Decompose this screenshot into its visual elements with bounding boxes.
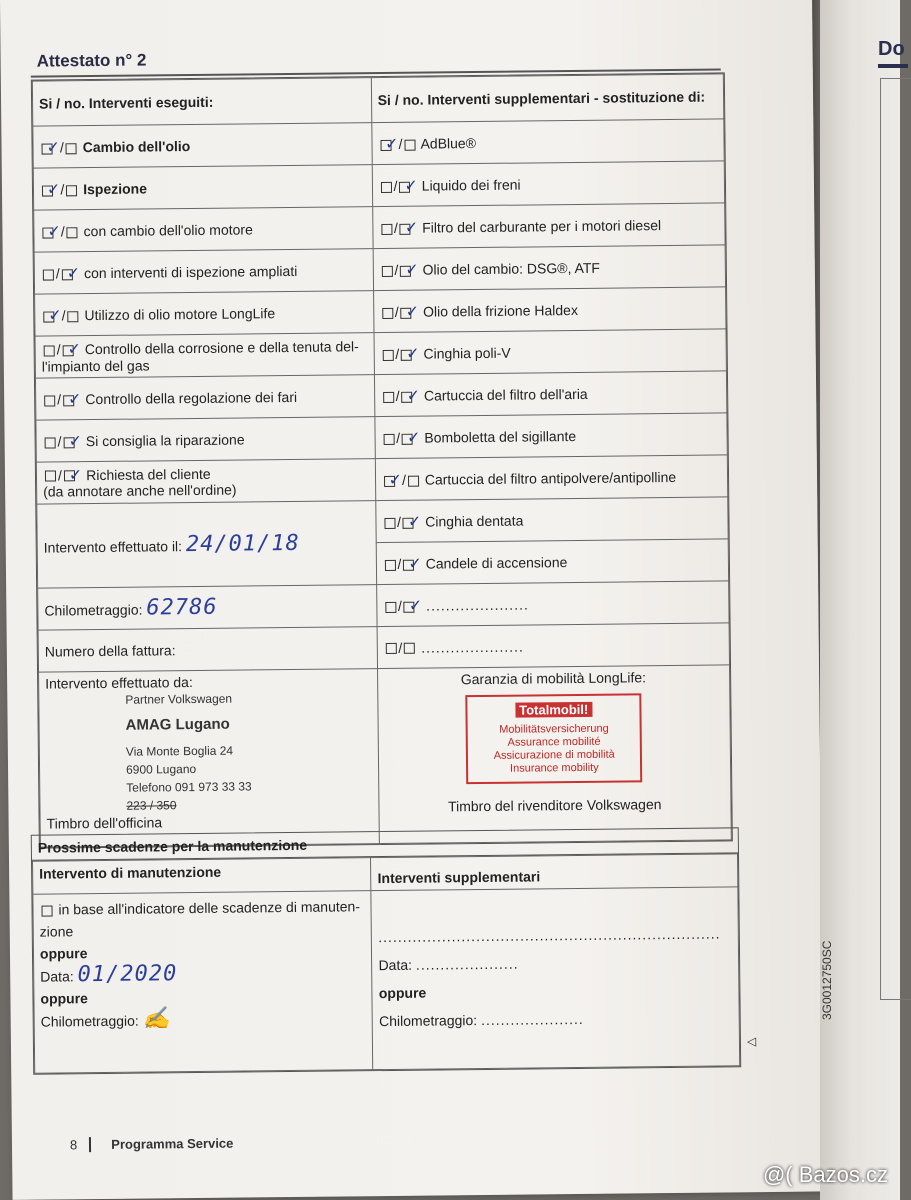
extras-dotted-line: ...................................................................... (378, 925, 721, 946)
checkbox-no (67, 227, 78, 238)
left-item-label: Richiesta del cliente (da annotare anche nell'ordine) (43, 465, 237, 500)
checkmark-icon: ✓ (408, 553, 422, 573)
service-table (32, 73, 732, 847)
left-item-label: Ispezione (83, 180, 148, 198)
checkbox-yes (385, 643, 396, 654)
left-item: ✓/ con cambio dell'olio motore (34, 207, 373, 253)
invoice-label: Numero della fattura: (44, 641, 176, 660)
indicator-option-label: in base all'indicatore delle scadenze di manuten-zione (39, 898, 361, 940)
left-item: ✓/ Ispezione (33, 165, 372, 211)
checkmark-icon: ✓ (47, 221, 61, 241)
checkmark-icon: ✓ (388, 469, 403, 489)
page-title: Attestato n° 2 (36, 50, 147, 71)
invoice-cell (38, 627, 377, 673)
next-page-box (880, 78, 911, 1000)
next-maintenance-section (31, 827, 741, 1074)
extras-body (371, 887, 739, 1070)
workshop-stamp (45, 688, 372, 815)
next-page-header: Do (878, 38, 905, 60)
right-item-label: Cartuccia del filtro dell'aria (423, 385, 588, 404)
checkbox-no (66, 143, 77, 154)
checkbox-yes (45, 471, 56, 482)
next-page-edge (820, 0, 905, 1200)
left-item: / ✓ Richiesta del cliente (da annotare anche nell'ordine) (36, 459, 375, 505)
next-date-label: Data: (40, 968, 74, 985)
checkbox-yes (381, 182, 392, 193)
partner-text: Partner Volkswagen (125, 691, 233, 707)
page-number: 8 (70, 1137, 91, 1152)
right-item-label: Cinghia poli-V (423, 344, 511, 362)
warranty-cell (377, 665, 731, 844)
stamp-line: Assicurazione di mobilità (493, 748, 615, 762)
workshop-cell (39, 669, 379, 848)
extras-date-label: Data: (378, 956, 413, 974)
km-label: Chilometraggio: (44, 601, 143, 619)
date-label: Intervento effettuato il: (43, 538, 183, 556)
extras-km-label: Chilometraggio: (379, 1012, 478, 1030)
extras-header: Interventi supplementari (371, 854, 738, 891)
right-item-label: Cinghia dentata (425, 512, 524, 530)
checkbox-yes (43, 269, 54, 280)
checkmark-icon: ✓ (46, 137, 61, 157)
stamp-brand: Totalmobil! (515, 702, 592, 718)
date-handwritten: 24/01/18 (185, 530, 300, 558)
checkmark-icon: ✓ (66, 263, 81, 283)
workshop-name: AMAG Lugano (125, 715, 230, 734)
form-code-text: 3G0012750SC (820, 940, 834, 1020)
right-item: / ✓ Olio del cambio: DSG®, ATF (373, 245, 726, 291)
checkbox-yes (383, 392, 394, 403)
checkmark-icon: ✓ (48, 305, 62, 325)
checkbox-yes (45, 437, 56, 448)
left-item-label: Controllo della regolazione dei fari (85, 388, 298, 408)
maintenance-header: Intervento di manutenzione (33, 858, 372, 895)
checkmark-icon: ✓ (385, 133, 399, 153)
checkmark-icon: ✓ (407, 511, 422, 531)
workshop-city: 6900 Lugano (125, 761, 197, 777)
stamp-line: Mobilitätsversicherung (499, 722, 609, 736)
left-item: / ✓ Si consiglia la riparazione (36, 417, 375, 463)
checkmark-icon: ✓ (404, 217, 419, 237)
right-item: / ..................... (377, 623, 730, 669)
extras-km-row (379, 1003, 733, 1035)
workshop-phone: Telefono 091 973 33 33 (126, 779, 252, 795)
left-item-label: Cambio dell'olio (82, 138, 191, 156)
checkbox-no (404, 139, 415, 150)
left-item-label: Si consiglia la riparazione (85, 431, 245, 450)
km-cell (38, 585, 377, 631)
right-column-header: Si / no. Interventi supplementari - sostituzione di: (371, 74, 724, 123)
left-item-label: Utilizzo di olio motore LongLife (84, 305, 276, 324)
workshop-stamp-label: Timbro dell'officina (46, 814, 163, 832)
stamp-line: Insurance mobility (509, 761, 599, 775)
signature: ✍ (142, 1006, 172, 1032)
right-item-label: Candele di accensione (425, 554, 568, 572)
checkmark-icon: ✓ (67, 339, 82, 359)
right-item: / ✓ Candele di accensione (376, 539, 729, 585)
service-grid (31, 72, 733, 848)
right-item-label: Bomboletta del sigillante (424, 427, 577, 446)
oppure-label: oppure (39, 945, 88, 962)
checkbox-no (404, 643, 415, 654)
left-column-header: Si / no. Interventi eseguiti: (32, 78, 371, 127)
right-item: / ✓ Cinghia poli-V (374, 329, 727, 375)
right-item: / ✓ Bomboletta del sigillante (374, 413, 727, 459)
checkmark-icon: ✓ (67, 389, 82, 409)
checkbox-yes (44, 395, 55, 406)
indicator-option (39, 895, 365, 942)
warranty-label: Garanzia di mobilità LongLife: (460, 669, 647, 688)
triangle-icon: ◁ (746, 1034, 757, 1049)
right-item: ✓/ AdBlue® (371, 119, 724, 165)
next-km-row (41, 1006, 367, 1032)
right-item-label: Filtro del carburante per i motori diesel (422, 217, 662, 236)
right-item-label: ..................... (426, 596, 529, 614)
checkbox-no (68, 311, 79, 322)
checkbox-yes (384, 518, 395, 529)
date-cell (37, 501, 376, 589)
stamp-line: Assurance mobilité (507, 735, 601, 749)
footer-title: Programma Service (111, 1135, 234, 1152)
right-item: / ✓ Liquido dei freni (372, 161, 725, 207)
left-item: / ✓ con interventi di ispezione ampliati (34, 249, 373, 295)
right-item-label: Liquido dei freni (421, 176, 521, 194)
page-footer (70, 1136, 234, 1153)
left-item-label: con interventi di ispezione ampliati (83, 262, 298, 282)
right-item: ✓/ Cartuccia del filtro antipolvere/antipolline (375, 455, 728, 501)
next-date-handwritten: 01/2020 (77, 961, 178, 988)
extras-km-dots: ..................... (480, 1010, 584, 1029)
right-item-label: AdBlue® (420, 135, 477, 152)
right-item: / ✓ Filtro del carburante per i motori diesel (372, 203, 725, 249)
dealer-stamp-label: Timbro del rivenditore Volkswagen (447, 796, 662, 815)
right-item-label: Olio del cambio: DSG®, ATF (422, 259, 601, 278)
extras-date-row (378, 947, 732, 979)
maintenance-body (33, 891, 373, 1074)
checkbox-yes (382, 308, 393, 319)
performed-by-label: Intervento effettuato da: (45, 674, 193, 692)
workshop-code: 223 / 350 (126, 798, 177, 813)
checkbox-yes (44, 345, 55, 356)
next-km-label: Chilometraggio: (40, 1012, 139, 1030)
checkbox-yes (382, 350, 393, 361)
checkbox-no (408, 475, 419, 486)
next-page-rule (878, 64, 908, 68)
checkmark-icon: ✓ (404, 175, 418, 195)
km-handwritten: 62786 (146, 594, 218, 621)
right-item: / ✓ ..................... (376, 581, 729, 627)
checkmark-icon: ✓ (406, 343, 420, 363)
checkmark-icon: ✓ (405, 301, 420, 321)
watermark: @( Bazos.cz (762, 1162, 888, 1187)
oppure-label: oppure (40, 990, 88, 1007)
left-item: / ✓ Controllo della corrosione e della tenuta del-l'impianto del gas (35, 333, 374, 379)
left-item: ✓/ Utilizzo di olio motore LongLife (35, 291, 374, 337)
checkbox-yes (381, 224, 392, 235)
checkmark-icon: ✓ (408, 595, 423, 615)
checkbox-yes (385, 602, 396, 613)
checkbox-no (66, 185, 77, 196)
extras-date-dots: ..................... (415, 955, 519, 973)
next-maintenance-table (32, 853, 740, 1073)
checkmark-icon: ✓ (68, 431, 83, 451)
checkmark-icon: ✓ (46, 179, 61, 199)
next-date-row (40, 961, 366, 987)
right-item-label: ..................... (421, 638, 524, 656)
checkbox-yes (381, 266, 392, 277)
oppure-label: oppure (378, 984, 427, 1002)
left-item-label: Controllo della corrosione e della tenuta del-l'impianto del gas (41, 338, 359, 375)
checkbox (41, 905, 52, 916)
checkmark-icon: ✓ (406, 385, 421, 405)
left-item-label: con cambio dell'olio motore (83, 221, 253, 240)
right-item: / ✓ Olio della frizione Haldex (373, 287, 726, 333)
checkbox-yes (383, 434, 394, 445)
workshop-street: Via Monte Boglia 24 (125, 743, 234, 759)
form-code (820, 900, 834, 1020)
left-item: / ✓ Controllo della regolazione dei fari (35, 375, 374, 421)
checkmark-icon: ✓ (406, 427, 421, 447)
section-title: Prossime scadenze per la manutenzione (32, 828, 738, 860)
right-item: / ✓ Cinghia dentata (375, 497, 728, 543)
right-item: / ✓ Cartuccia del filtro dell'aria (374, 371, 727, 417)
checkmark-icon: ✓ (68, 464, 83, 484)
totalmobil-stamp (466, 693, 643, 784)
checkbox-yes (384, 560, 395, 571)
left-item: ✓/ Cambio dell'olio (33, 123, 372, 169)
checkmark-icon: ✓ (405, 259, 419, 279)
right-item-label: Cartuccia del filtro antipolvere/antipolline (424, 468, 677, 488)
right-item-label: Olio della frizione Haldex (422, 301, 578, 320)
